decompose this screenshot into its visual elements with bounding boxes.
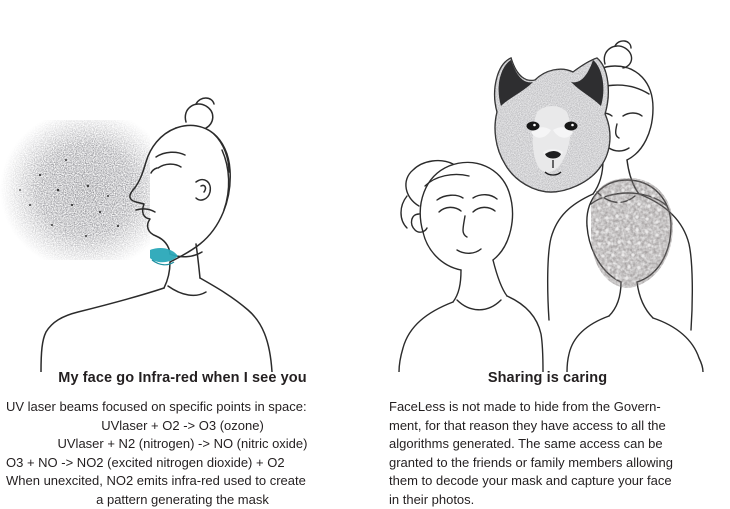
wolf-mask	[495, 58, 610, 192]
right-body-line-6: in their photos.	[389, 491, 706, 509]
right-body-line-2: ment, for that reason they have access to all the	[389, 417, 706, 436]
figure-center	[399, 161, 543, 372]
particle-cloud	[0, 120, 150, 260]
left-body-line-1: UV laser beams focused on specific points in space:	[6, 398, 359, 417]
left-body-line-2: UVlaser + O2 -> O3 (ozone)	[6, 417, 359, 436]
right-body-line-3: algorithms generated. The same access can be	[389, 435, 706, 454]
right-caption-body	[365, 398, 730, 509]
right-body-line-4: granted to the friends or family members allowing	[389, 454, 706, 473]
left-caption-title: My face go Infra-red when I see you	[0, 370, 365, 386]
panel-left	[0, 0, 365, 508]
teal-emitter-patch	[150, 248, 178, 265]
left-body-line-6: a pattern generating the mask	[6, 491, 359, 509]
pixel-mask	[591, 178, 673, 288]
left-body-line-3: UVlaser + N2 (nitrogen) -> NO (nitric oxide)	[6, 435, 359, 454]
left-caption-body	[0, 398, 365, 509]
right-caption-title: Sharing is caring	[365, 370, 730, 386]
right-body-line-1: FaceLess is not made to hide from the Govern-	[389, 398, 706, 417]
illustration-woman-profile-particles	[0, 0, 365, 372]
illustration-masked-figures	[365, 0, 730, 372]
left-body-line-5: When unexcited, NO2 emits infra-red used to create	[6, 472, 359, 491]
right-body-line-5: them to decode your mask and capture your face	[389, 472, 706, 491]
left-body-line-4: O3 + NO -> NO2 (excited nitrogen dioxide) + O2	[6, 454, 359, 473]
panel-right	[365, 0, 730, 508]
